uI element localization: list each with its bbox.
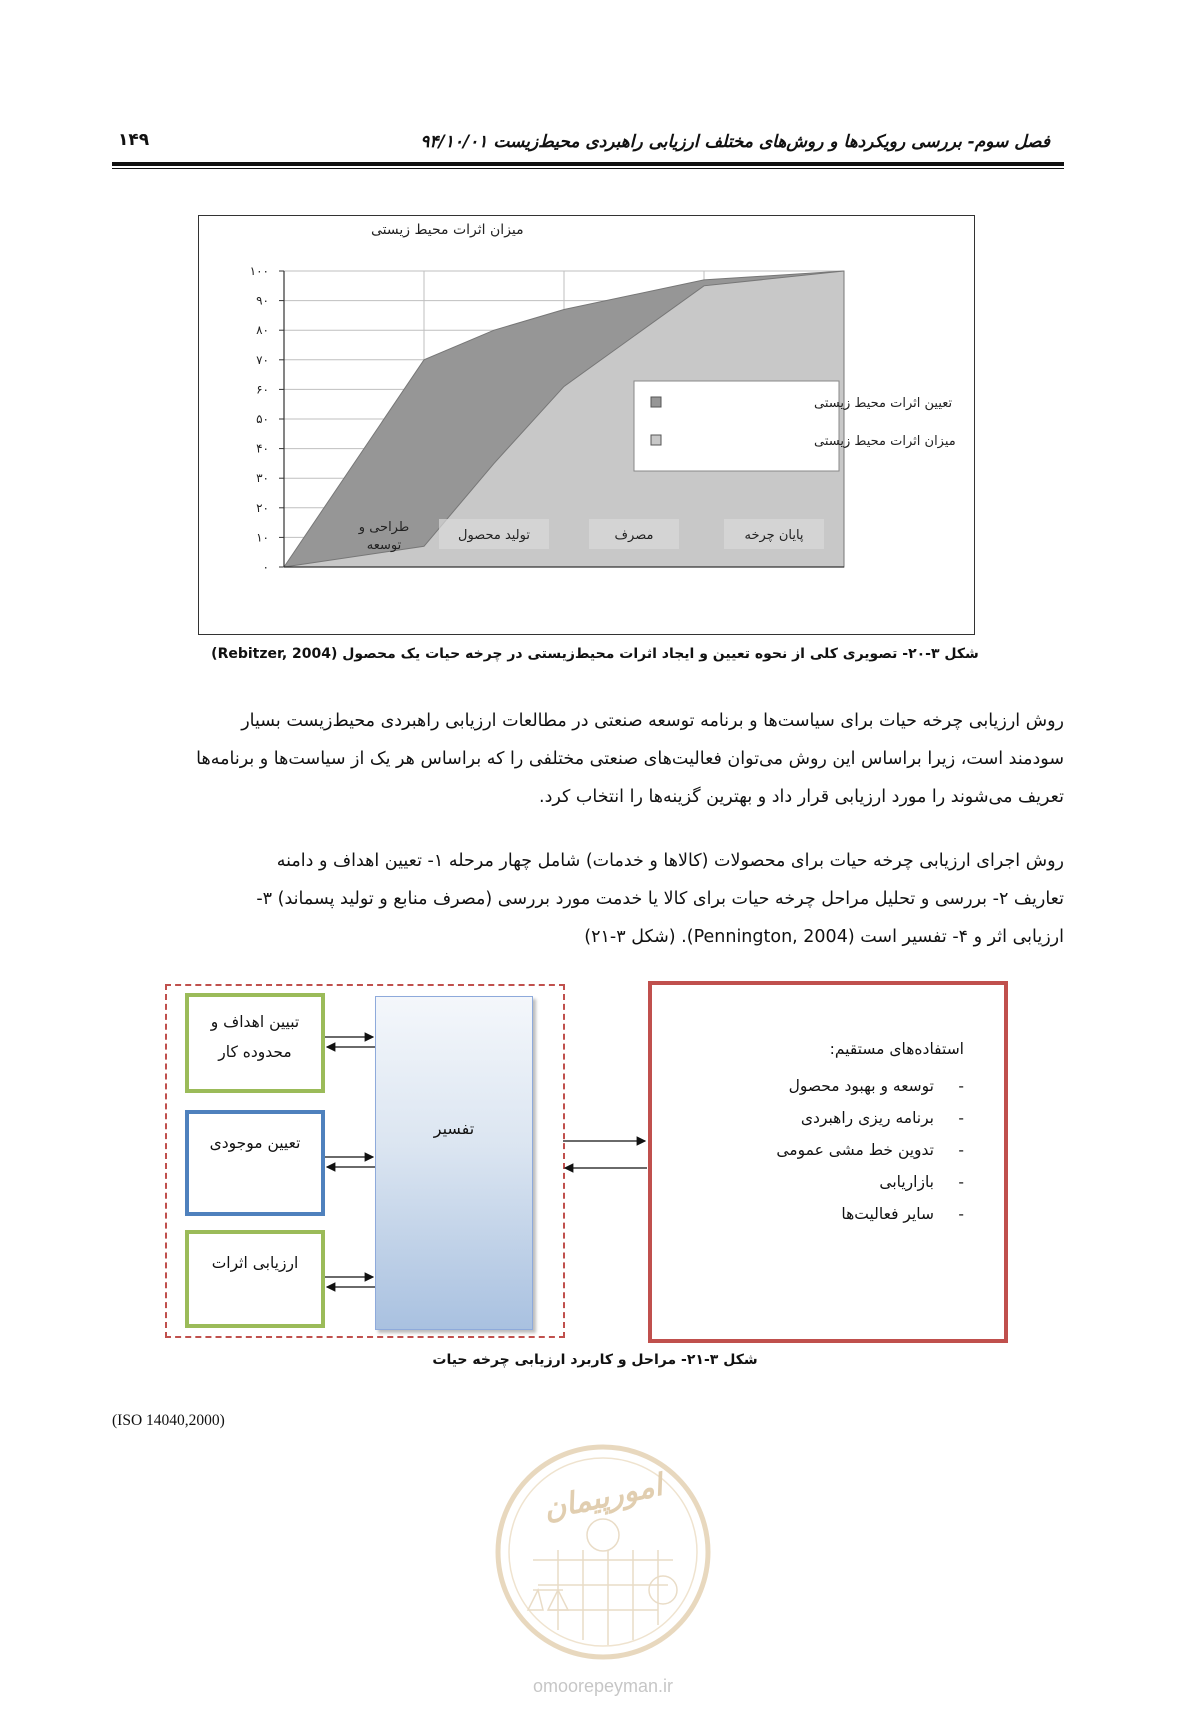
paragraph-line: تعریف می‌شوند را مورد ارزیابی قرار داد و بهترین گزینه‌ها را انتخاب کرد. — [539, 787, 1064, 807]
list-item: -بازاریابی — [879, 1173, 964, 1191]
header-rule-thick — [112, 162, 1064, 166]
interpretation-label: تفسیر — [433, 1119, 475, 1138]
stage-label: طراحی و — [358, 520, 410, 535]
paragraph-2 — [112, 842, 1064, 956]
figure2-caption: شکل ۳-۲۱- مراحل و کاربرد ارزیابی چرخه حیات — [432, 1352, 758, 1368]
paragraph-line: ارزیابی اثر و ۴- تفسیر است (Pennington, 2004). (شکل ۳-۲۱) — [584, 927, 1064, 947]
paragraph-line: روش ارزیابی چرخه حیات برای سیاست‌ها و برنامه توسعه صنعتی در مطالعات ارزیابی راهبردی محیط‌زیست بسیار — [241, 711, 1064, 731]
paragraph-1 — [112, 702, 1064, 816]
legend-label: میزان اثرات محیط زیستی — [814, 434, 956, 449]
legend — [634, 381, 956, 471]
watermark-site: omoorepeyman.ir — [532, 1676, 674, 1696]
legend-box — [634, 381, 839, 471]
tick-label-y: ۶۰ — [256, 382, 269, 397]
goal-scope-label-line2: محدوده کار — [218, 1043, 292, 1061]
watermark-logo — [478, 1440, 728, 1720]
figure-lifecycle-chart — [198, 215, 975, 635]
tick-label-y: ۴۰ — [256, 441, 269, 456]
list-item: -برنامه ریزی راهبردی — [800, 1109, 964, 1127]
tick-label-y: ۵۰ — [256, 412, 269, 426]
stage-label: پایان چرخه — [744, 528, 804, 543]
stage-label: توسعه — [366, 538, 402, 553]
y-axis-label: میزان اثرات محیط زیستی — [371, 222, 524, 238]
paragraph-line: تعاریف ۲- بررسی و تحلیل مراحل چرخه حیات برای کالا یا خدمت مورد بررسی (مصرف منابع و تولید پسماند) ۳- — [256, 889, 1064, 909]
tick-label-y: ۳۰ — [256, 471, 269, 486]
paragraph-line: سودمند است، زیرا براساس این روش می‌توان فعالیت‌های صنعتی مختلفی را که براساس هر یک از سیاست‌ها و برنامه‌ها — [196, 749, 1064, 769]
stage-label: مصرف — [614, 528, 654, 543]
paragraph-line: روش اجرای ارزیابی چرخه حیات برای محصولات (کالاها و خدمات) شامل چهار مرحله ۱- تعیین اهداف و دامنه — [276, 851, 1064, 871]
list-item: -تدوین خط مشی عمومی — [776, 1141, 964, 1159]
figure1-caption: شکل ۳-۲۰- تصویری کلی از نحوه تعیین و ایجاد اثرات محیط‌زیستی در چرخه حیات یک محصول (Rebitzer, 2004) — [211, 646, 979, 662]
tick-label-y: ۰ — [262, 560, 269, 574]
tick-label-y: ۹۰ — [256, 293, 269, 308]
tick-label-y: ۱۰ — [256, 530, 269, 545]
lifecycle-area-chart — [199, 216, 973, 633]
tick-label-y: ۱۰۰ — [249, 264, 269, 278]
header-rule-thin — [112, 168, 1064, 169]
figure-lca-stages-diagram — [160, 978, 1080, 1338]
tick-label-y: ۸۰ — [256, 323, 269, 338]
direct-uses-box — [648, 981, 1008, 1343]
impact-assessment-label: ارزیابی اثرات — [211, 1254, 299, 1272]
direct-uses-list — [776, 1070, 964, 1230]
tick-label-y: ۲۰ — [256, 500, 269, 515]
legend-label: تعیین اثرات محیط زیستی — [814, 396, 953, 411]
running-header-title: فصل سوم- بررسی رویکردها و روش‌های مختلف ارزیابی راهبردی محیط‌زیست ۹۴/۱۰/۰۱ — [420, 132, 1050, 152]
page-number: ۱۴۹ — [118, 130, 150, 150]
legend-swatch — [651, 397, 661, 407]
inventory-label: تعیین موجودی — [209, 1134, 301, 1152]
source-note: (ISO 14040,2000) — [112, 1412, 225, 1429]
list-item: -توسعه و بهبود محصول — [788, 1077, 964, 1095]
watermark-logo-text: امورپیمان — [540, 1467, 666, 1528]
stage-label: تولید محصول — [458, 528, 530, 543]
goal-scope-label-line1: تبیین اهداف و — [210, 1013, 300, 1031]
direct-uses-title: استفاده‌های مستقیم: — [829, 1040, 964, 1058]
tick-label-y: ۷۰ — [256, 352, 269, 367]
list-item: -سایر فعالیت‌ها — [841, 1205, 964, 1223]
legend-swatch — [651, 435, 661, 445]
